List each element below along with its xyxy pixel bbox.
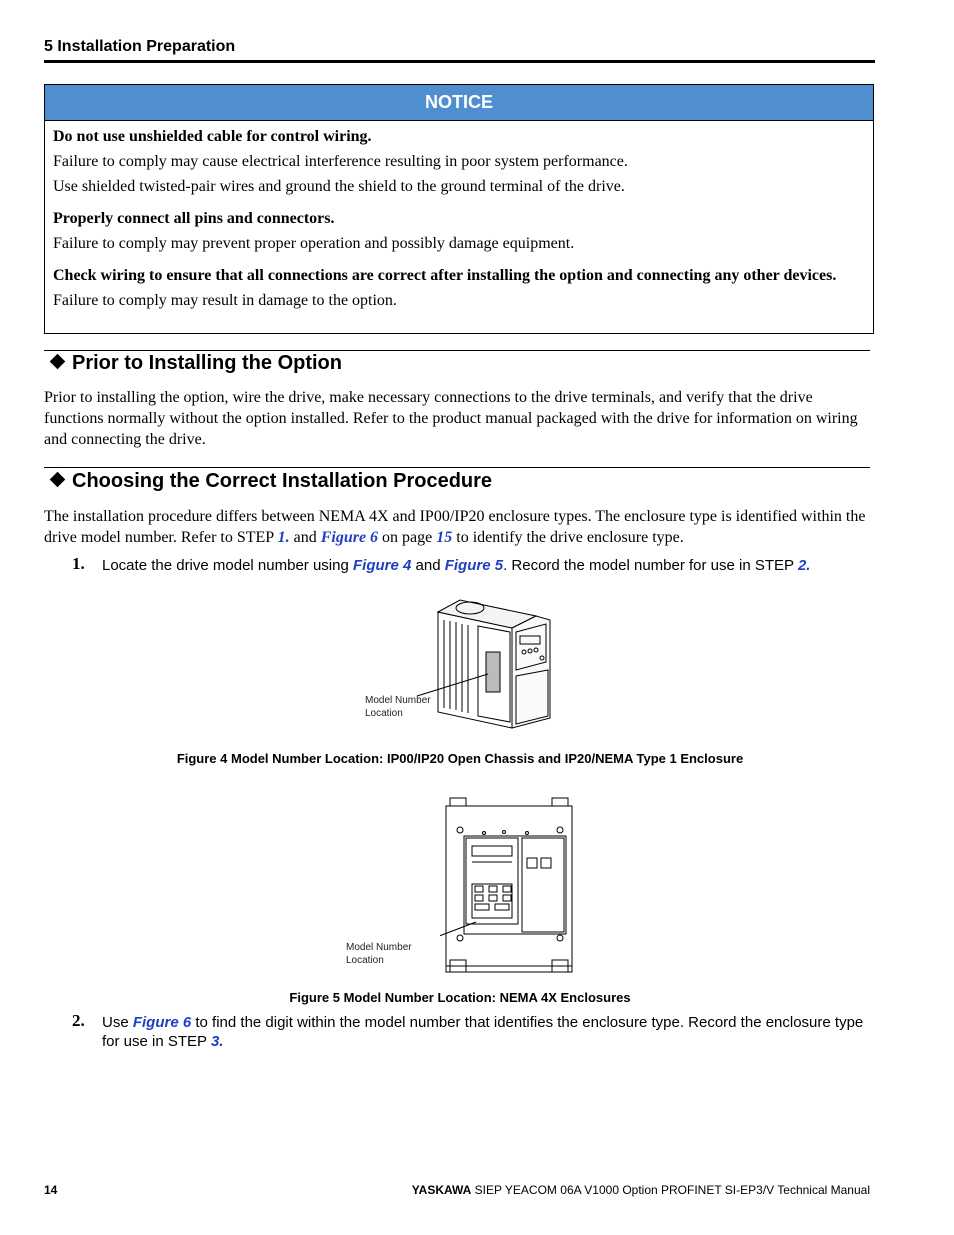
step-1-text-part: and	[411, 557, 445, 574]
section2-title: Choosing the Correct Installation Procedure	[72, 470, 493, 492]
notice-line-3a: Failure to comply may result in damage to the option.	[53, 292, 397, 309]
link-step-1[interactable]: 1.	[277, 529, 290, 546]
link-figure-5[interactable]: Figure 5	[444, 557, 504, 574]
figure-5-label-line: Location	[346, 955, 384, 966]
notice-line-2a: Failure to comply may prevent proper operation and possibly damage equipment.	[53, 235, 575, 252]
notice-heading-2: Properly connect all pins and connectors.	[53, 210, 335, 227]
diamond-bullet-icon	[50, 472, 66, 488]
link-figure-6[interactable]: Figure 6	[132, 1014, 192, 1031]
footer-title-text: SIEP YEACOM 06A V1000 Option PROFINET SI-EP3/V Technical Manual	[471, 1183, 870, 1197]
link-figure-6[interactable]: Figure 6	[320, 529, 379, 546]
header-rule	[44, 60, 875, 63]
section1-body: Prior to installing the option, wire the drive, make necessary connections to the drive terminals, and verify that the drive functions normally without the option installed. Refer to the product manual packaged with the drive for information on wiring and connecting the drive.	[44, 389, 858, 448]
section2-heading	[48, 470, 492, 493]
step-2-number: 2.	[72, 1011, 85, 1030]
footer-brand: YASKAWA	[411, 1183, 472, 1197]
notice-title: NOTICE	[45, 85, 873, 121]
figure-4-caption: Figure 4 Model Number Location: IP00/IP20 Open Chassis and IP20/NEMA Type 1 Enclosure	[176, 751, 744, 766]
section2-text: to identify the drive enclosure type.	[452, 529, 684, 546]
page-number: 14	[44, 1183, 58, 1197]
notice-heading-1: Do not use unshielded cable for control wiring.	[53, 128, 372, 145]
link-page-15[interactable]: 15	[436, 529, 453, 546]
figure-4-label	[365, 694, 431, 720]
section1-heading	[48, 352, 342, 375]
section1-rule	[44, 350, 870, 351]
link-figure-4[interactable]: Figure 4	[352, 557, 412, 574]
notice-box	[44, 84, 874, 334]
step-1-text-part: . Record the model number for use in STEP	[503, 557, 798, 574]
notice-line-1a: Failure to comply may cause electrical interference resulting in poor system performance.	[53, 153, 628, 170]
figure-5-label	[346, 941, 412, 967]
step-1-text	[102, 556, 872, 575]
section2-text: The installation procedure differs between NEMA 4X and IP00/IP20 enclosure types. The enclosure type is identified within the drive model number. Refer to STEP	[44, 508, 866, 546]
section2-rule	[44, 467, 870, 468]
figure-5-label-line: Model Number	[346, 942, 412, 953]
notice-body	[45, 121, 873, 311]
page-header-section: 5 Installation Preparation	[44, 38, 236, 55]
step-1-number: 1.	[72, 554, 85, 573]
link-step-3[interactable]: 3.	[210, 1033, 224, 1050]
footer-manual-title	[350, 1183, 870, 1197]
section2-text: on page	[378, 529, 437, 546]
step-1-text-part: Locate the drive model number using	[102, 557, 353, 574]
step-2-text-part: to find the digit within the model number that identifies the enclosure type. Record the enclosure type for use in STEP	[102, 1014, 864, 1050]
figure-5-caption: Figure 5 Model Number Location: NEMA 4X Enclosures	[289, 990, 631, 1005]
step-2-text-part: Use	[102, 1014, 133, 1031]
notice-heading-3: Check wiring to ensure that all connections are correct after installing the option and connecting any other devices.	[53, 267, 837, 284]
figure-4-label-line: Location	[365, 708, 403, 719]
figure-5-nema4x-illustration	[440, 796, 580, 974]
notice-line-1b: Use shielded twisted-pair wires and ground the shield to the ground terminal of the drive.	[53, 178, 625, 195]
link-step-2[interactable]: 2.	[797, 557, 811, 574]
diamond-bullet-icon	[50, 354, 66, 370]
figure-4-label-line: Model Number	[365, 695, 431, 706]
section2-text: and	[289, 529, 321, 546]
step-2-text	[102, 1013, 872, 1051]
section2-body	[44, 506, 870, 548]
section1-title: Prior to Installing the Option	[72, 352, 342, 374]
